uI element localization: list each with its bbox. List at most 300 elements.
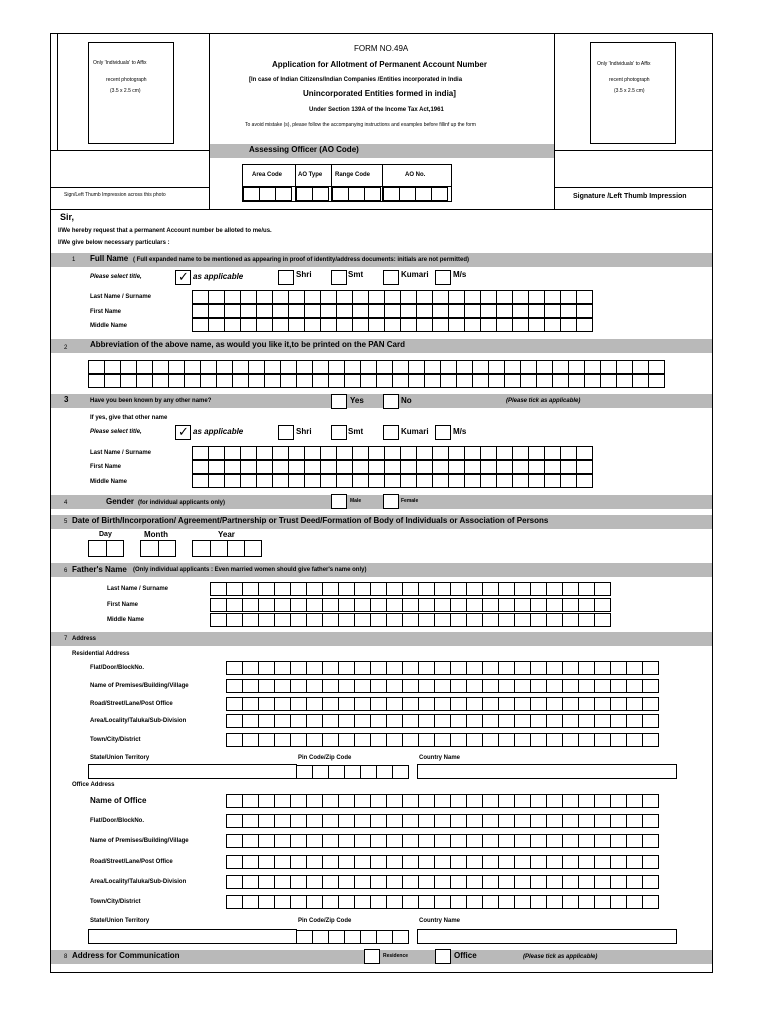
char-cell[interactable] <box>354 598 371 612</box>
char-cell[interactable] <box>528 318 545 332</box>
char-cell[interactable] <box>512 318 529 332</box>
char-cell[interactable] <box>338 679 355 693</box>
char-cell[interactable] <box>512 460 529 474</box>
char-cell[interactable] <box>498 814 515 828</box>
char-cell[interactable] <box>402 598 419 612</box>
char-cell[interactable] <box>322 598 339 612</box>
char-cell[interactable] <box>274 661 291 675</box>
char-cell[interactable] <box>610 697 627 711</box>
char-cell[interactable] <box>386 582 403 596</box>
char-cell[interactable] <box>274 834 291 848</box>
char-cell[interactable] <box>642 895 659 909</box>
char-cell[interactable] <box>392 374 409 388</box>
char-cell[interactable] <box>258 855 275 869</box>
s2-row1-cells[interactable] <box>88 360 664 374</box>
char-cell[interactable] <box>368 474 385 488</box>
char-cell[interactable] <box>530 733 547 747</box>
char-cell[interactable] <box>480 474 497 488</box>
char-cell[interactable] <box>418 697 435 711</box>
char-cell[interactable] <box>576 290 593 304</box>
char-cell[interactable] <box>464 460 481 474</box>
char-cell[interactable] <box>450 895 467 909</box>
char-cell[interactable] <box>354 697 371 711</box>
s3-yes-checkbox[interactable] <box>331 394 347 409</box>
char-cell[interactable] <box>384 446 401 460</box>
char-cell[interactable] <box>450 814 467 828</box>
char-cell[interactable] <box>136 374 153 388</box>
char-cell[interactable] <box>530 834 547 848</box>
char-cell[interactable] <box>336 304 353 318</box>
char-cell[interactable] <box>290 582 307 596</box>
char-cell[interactable] <box>320 474 337 488</box>
s3-middlename-cells[interactable] <box>192 474 592 488</box>
char-cell[interactable] <box>224 318 241 332</box>
char-cell[interactable] <box>240 290 257 304</box>
char-cell[interactable] <box>242 697 259 711</box>
char-cell[interactable] <box>354 714 371 728</box>
char-cell[interactable] <box>578 895 595 909</box>
char-cell[interactable] <box>306 855 323 869</box>
char-cell[interactable] <box>482 714 499 728</box>
char-cell[interactable] <box>322 714 339 728</box>
s3-firstname-cells[interactable] <box>192 460 592 474</box>
char-cell[interactable] <box>434 613 451 627</box>
char-cell[interactable] <box>434 814 451 828</box>
char-cell[interactable] <box>498 661 515 675</box>
char-cell[interactable] <box>338 834 355 848</box>
char-cell[interactable] <box>370 895 387 909</box>
s3-smt-checkbox[interactable] <box>331 425 347 440</box>
char-cell[interactable] <box>480 290 497 304</box>
char-cell[interactable] <box>450 714 467 728</box>
char-cell[interactable] <box>400 474 417 488</box>
char-cell[interactable] <box>450 661 467 675</box>
char-cell[interactable] <box>384 460 401 474</box>
char-cell[interactable] <box>274 814 291 828</box>
char-cell[interactable] <box>578 661 595 675</box>
char-cell[interactable] <box>240 474 257 488</box>
char-cell[interactable] <box>288 446 305 460</box>
char-cell[interactable] <box>386 855 403 869</box>
char-cell[interactable] <box>226 714 243 728</box>
char-cell[interactable] <box>416 460 433 474</box>
char-cell[interactable] <box>408 374 425 388</box>
char-cell[interactable] <box>530 697 547 711</box>
char-cell[interactable] <box>306 661 323 675</box>
char-cell[interactable] <box>306 679 323 693</box>
char-cell[interactable] <box>594 875 611 889</box>
char-cell[interactable] <box>352 304 369 318</box>
char-cell[interactable] <box>530 661 547 675</box>
char-cell[interactable] <box>498 855 515 869</box>
char-cell[interactable] <box>418 875 435 889</box>
char-cell[interactable] <box>416 290 433 304</box>
char-cell[interactable] <box>384 290 401 304</box>
char-cell[interactable] <box>242 582 259 596</box>
char-cell[interactable] <box>448 474 465 488</box>
char-cell[interactable] <box>544 460 561 474</box>
char-cell[interactable] <box>306 814 323 828</box>
char-cell[interactable] <box>354 794 371 808</box>
s6-firstname-cells[interactable] <box>210 598 610 612</box>
char-cell[interactable] <box>450 794 467 808</box>
s6-surname-cells[interactable] <box>210 582 610 596</box>
char-cell[interactable] <box>482 613 499 627</box>
char-cell[interactable] <box>536 360 553 374</box>
char-cell[interactable] <box>544 304 561 318</box>
char-cell[interactable] <box>386 733 403 747</box>
char-cell[interactable] <box>320 460 337 474</box>
char-cell[interactable] <box>322 794 339 808</box>
char-cell[interactable] <box>208 460 225 474</box>
ao-no-cells[interactable] <box>383 187 447 201</box>
s1-firstname-cells[interactable] <box>192 304 592 318</box>
char-cell[interactable] <box>272 304 289 318</box>
char-cell[interactable] <box>482 697 499 711</box>
char-cell[interactable] <box>370 613 387 627</box>
char-cell[interactable] <box>256 460 273 474</box>
char-cell[interactable] <box>288 318 305 332</box>
char-cell[interactable] <box>328 360 345 374</box>
char-cell[interactable] <box>336 290 353 304</box>
char-cell[interactable] <box>642 714 659 728</box>
char-cell[interactable] <box>520 374 537 388</box>
char-cell[interactable] <box>466 814 483 828</box>
char-cell[interactable] <box>370 679 387 693</box>
char-cell[interactable] <box>424 360 441 374</box>
char-cell[interactable] <box>418 794 435 808</box>
char-cell[interactable] <box>386 661 403 675</box>
char-cell[interactable] <box>290 613 307 627</box>
char-cell[interactable] <box>434 875 451 889</box>
char-cell[interactable] <box>576 304 593 318</box>
char-cell[interactable] <box>258 714 275 728</box>
s5-year-box[interactable] <box>192 540 262 557</box>
char-cell[interactable] <box>600 360 617 374</box>
char-cell[interactable] <box>642 733 659 747</box>
char-cell[interactable] <box>264 360 281 374</box>
char-cell[interactable] <box>418 679 435 693</box>
char-cell[interactable] <box>402 714 419 728</box>
char-cell[interactable] <box>192 460 209 474</box>
char-cell[interactable] <box>530 875 547 889</box>
s5-month-box[interactable] <box>140 540 176 557</box>
char-cell[interactable] <box>418 661 435 675</box>
char-cell[interactable] <box>415 187 432 201</box>
char-cell[interactable] <box>440 374 457 388</box>
char-cell[interactable] <box>434 697 451 711</box>
char-cell[interactable] <box>256 474 273 488</box>
char-cell[interactable] <box>466 834 483 848</box>
char-cell[interactable] <box>306 613 323 627</box>
char-cell[interactable] <box>530 794 547 808</box>
char-cell[interactable] <box>456 374 473 388</box>
char-cell[interactable] <box>466 714 483 728</box>
char-cell[interactable] <box>498 679 515 693</box>
char-cell[interactable] <box>418 714 435 728</box>
char-cell[interactable] <box>275 187 292 201</box>
char-cell[interactable] <box>370 697 387 711</box>
char-cell[interactable] <box>402 679 419 693</box>
char-cell[interactable] <box>242 714 259 728</box>
char-cell[interactable] <box>354 855 371 869</box>
char-cell[interactable] <box>594 714 611 728</box>
char-cell[interactable] <box>200 360 217 374</box>
char-cell[interactable] <box>594 814 611 828</box>
char-cell[interactable] <box>288 304 305 318</box>
s7-res-country-box[interactable] <box>417 764 677 779</box>
char-cell[interactable] <box>642 794 659 808</box>
char-cell[interactable] <box>224 446 241 460</box>
char-cell[interactable] <box>594 679 611 693</box>
char-cell[interactable] <box>498 697 515 711</box>
char-cell[interactable] <box>472 360 489 374</box>
char-cell[interactable] <box>232 374 249 388</box>
char-cell[interactable] <box>400 446 417 460</box>
char-cell[interactable] <box>322 582 339 596</box>
char-cell[interactable] <box>482 814 499 828</box>
char-cell[interactable] <box>256 304 273 318</box>
char-cell[interactable] <box>248 374 265 388</box>
s3-ms-checkbox[interactable] <box>435 425 451 440</box>
char-cell[interactable] <box>208 304 225 318</box>
char-cell[interactable] <box>576 318 593 332</box>
char-cell[interactable] <box>224 304 241 318</box>
char-cell[interactable] <box>290 697 307 711</box>
char-cell[interactable] <box>546 598 563 612</box>
char-cell[interactable] <box>610 855 627 869</box>
char-cell[interactable] <box>418 834 435 848</box>
char-cell[interactable] <box>312 360 329 374</box>
s7-off-premises-cells[interactable] <box>226 834 658 848</box>
char-cell[interactable] <box>120 360 137 374</box>
s7-res-town-cells[interactable] <box>226 733 658 747</box>
char-cell[interactable] <box>226 895 243 909</box>
char-cell[interactable] <box>338 714 355 728</box>
char-cell[interactable] <box>594 582 611 596</box>
char-cell[interactable] <box>514 714 531 728</box>
char-cell[interactable] <box>338 613 355 627</box>
char-cell[interactable] <box>562 733 579 747</box>
char-cell[interactable] <box>568 360 585 374</box>
char-cell[interactable] <box>562 613 579 627</box>
char-cell[interactable] <box>642 855 659 869</box>
char-cell[interactable] <box>626 697 643 711</box>
char-cell[interactable] <box>424 374 441 388</box>
char-cell[interactable] <box>488 374 505 388</box>
s7-off-area-cells[interactable] <box>226 875 658 889</box>
char-cell[interactable] <box>336 446 353 460</box>
char-cell[interactable] <box>578 834 595 848</box>
char-cell[interactable] <box>562 714 579 728</box>
s7-off-flat-cells[interactable] <box>226 814 658 828</box>
char-cell[interactable] <box>304 304 321 318</box>
char-cell[interactable] <box>626 895 643 909</box>
char-cell[interactable] <box>370 794 387 808</box>
char-cell[interactable] <box>450 679 467 693</box>
ao-type-cells[interactable] <box>296 187 328 201</box>
s7-off-town-cells[interactable] <box>226 895 658 909</box>
char-cell[interactable] <box>546 875 563 889</box>
char-cell[interactable] <box>546 697 563 711</box>
char-cell[interactable] <box>594 895 611 909</box>
char-cell[interactable] <box>290 834 307 848</box>
char-cell[interactable] <box>88 360 105 374</box>
char-cell[interactable] <box>306 875 323 889</box>
char-cell[interactable] <box>626 855 643 869</box>
char-cell[interactable] <box>432 318 449 332</box>
char-cell[interactable] <box>408 360 425 374</box>
char-cell[interactable] <box>562 794 579 808</box>
char-cell[interactable] <box>168 360 185 374</box>
char-cell[interactable] <box>578 733 595 747</box>
char-cell[interactable] <box>576 460 593 474</box>
char-cell[interactable] <box>482 834 499 848</box>
char-cell[interactable] <box>514 613 531 627</box>
char-cell[interactable] <box>626 661 643 675</box>
char-cell[interactable] <box>192 446 209 460</box>
char-cell[interactable] <box>226 834 243 848</box>
char-cell[interactable] <box>192 474 209 488</box>
char-cell[interactable] <box>642 697 659 711</box>
char-cell[interactable] <box>560 318 577 332</box>
char-cell[interactable] <box>242 814 259 828</box>
char-cell[interactable] <box>258 895 275 909</box>
char-cell[interactable] <box>224 474 241 488</box>
char-cell[interactable] <box>482 598 499 612</box>
char-cell[interactable] <box>466 598 483 612</box>
char-cell[interactable] <box>400 460 417 474</box>
char-cell[interactable] <box>226 679 243 693</box>
char-cell[interactable] <box>258 697 275 711</box>
char-cell[interactable] <box>544 318 561 332</box>
char-cell[interactable] <box>562 855 579 869</box>
char-cell[interactable] <box>546 814 563 828</box>
char-cell[interactable] <box>530 855 547 869</box>
char-cell[interactable] <box>496 446 513 460</box>
char-cell[interactable] <box>354 613 371 627</box>
char-cell[interactable] <box>272 474 289 488</box>
s7-off-pin-cells[interactable] <box>296 930 408 944</box>
char-cell[interactable] <box>578 875 595 889</box>
char-cell[interactable] <box>338 697 355 711</box>
char-cell[interactable] <box>418 855 435 869</box>
char-cell[interactable] <box>578 855 595 869</box>
char-cell[interactable] <box>274 598 291 612</box>
char-cell[interactable] <box>546 733 563 747</box>
char-cell[interactable] <box>498 895 515 909</box>
char-cell[interactable] <box>383 187 400 201</box>
char-cell[interactable] <box>512 290 529 304</box>
s7-res-state-box[interactable] <box>88 764 297 779</box>
char-cell[interactable] <box>512 474 529 488</box>
char-cell[interactable] <box>578 814 595 828</box>
char-cell[interactable] <box>450 697 467 711</box>
char-cell[interactable] <box>642 814 659 828</box>
char-cell[interactable] <box>258 814 275 828</box>
char-cell[interactable] <box>354 814 371 828</box>
char-cell[interactable] <box>258 875 275 889</box>
char-cell[interactable] <box>528 290 545 304</box>
char-cell[interactable] <box>402 875 419 889</box>
char-cell[interactable] <box>306 598 323 612</box>
char-cell[interactable] <box>226 733 243 747</box>
char-cell[interactable] <box>368 446 385 460</box>
char-cell[interactable] <box>626 875 643 889</box>
char-cell[interactable] <box>450 875 467 889</box>
char-cell[interactable] <box>578 714 595 728</box>
char-cell[interactable] <box>431 187 448 201</box>
char-cell[interactable] <box>304 474 321 488</box>
char-cell[interactable] <box>344 374 361 388</box>
char-cell[interactable] <box>306 697 323 711</box>
char-cell[interactable] <box>304 446 321 460</box>
char-cell[interactable] <box>386 794 403 808</box>
char-cell[interactable] <box>418 733 435 747</box>
char-cell[interactable] <box>386 598 403 612</box>
char-cell[interactable] <box>562 875 579 889</box>
char-cell[interactable] <box>184 360 201 374</box>
char-cell[interactable] <box>482 661 499 675</box>
s4-male-checkbox[interactable] <box>331 494 347 509</box>
char-cell[interactable] <box>290 895 307 909</box>
char-cell[interactable] <box>240 446 257 460</box>
char-cell[interactable] <box>242 679 259 693</box>
char-cell[interactable] <box>498 613 515 627</box>
char-cell[interactable] <box>274 855 291 869</box>
char-cell[interactable] <box>274 794 291 808</box>
char-cell[interactable] <box>322 875 339 889</box>
char-cell[interactable] <box>464 290 481 304</box>
char-cell[interactable] <box>360 374 377 388</box>
char-cell[interactable] <box>400 304 417 318</box>
char-cell[interactable] <box>402 661 419 675</box>
char-cell[interactable] <box>466 697 483 711</box>
char-cell[interactable] <box>274 733 291 747</box>
char-cell[interactable] <box>240 318 257 332</box>
char-cell[interactable] <box>320 304 337 318</box>
char-cell[interactable] <box>376 930 393 944</box>
char-cell[interactable] <box>626 834 643 848</box>
char-cell[interactable] <box>258 834 275 848</box>
char-cell[interactable] <box>616 360 633 374</box>
char-cell[interactable] <box>432 304 449 318</box>
char-cell[interactable] <box>242 613 259 627</box>
char-cell[interactable] <box>264 374 281 388</box>
char-cell[interactable] <box>360 930 377 944</box>
char-cell[interactable] <box>498 794 515 808</box>
char-cell[interactable] <box>466 582 483 596</box>
char-cell[interactable] <box>290 714 307 728</box>
char-cell[interactable] <box>352 446 369 460</box>
char-cell[interactable] <box>498 582 515 596</box>
char-cell[interactable] <box>104 360 121 374</box>
char-cell[interactable] <box>274 875 291 889</box>
char-cell[interactable] <box>434 661 451 675</box>
char-cell[interactable] <box>498 714 515 728</box>
char-cell[interactable] <box>610 714 627 728</box>
char-cell[interactable] <box>354 582 371 596</box>
s1-surname-cells[interactable] <box>192 290 592 304</box>
char-cell[interactable] <box>256 290 273 304</box>
char-cell[interactable] <box>306 834 323 848</box>
char-cell[interactable] <box>226 582 243 596</box>
char-cell[interactable] <box>482 794 499 808</box>
char-cell[interactable] <box>546 613 563 627</box>
char-cell[interactable] <box>562 679 579 693</box>
char-cell[interactable] <box>338 855 355 869</box>
char-cell[interactable] <box>514 855 531 869</box>
